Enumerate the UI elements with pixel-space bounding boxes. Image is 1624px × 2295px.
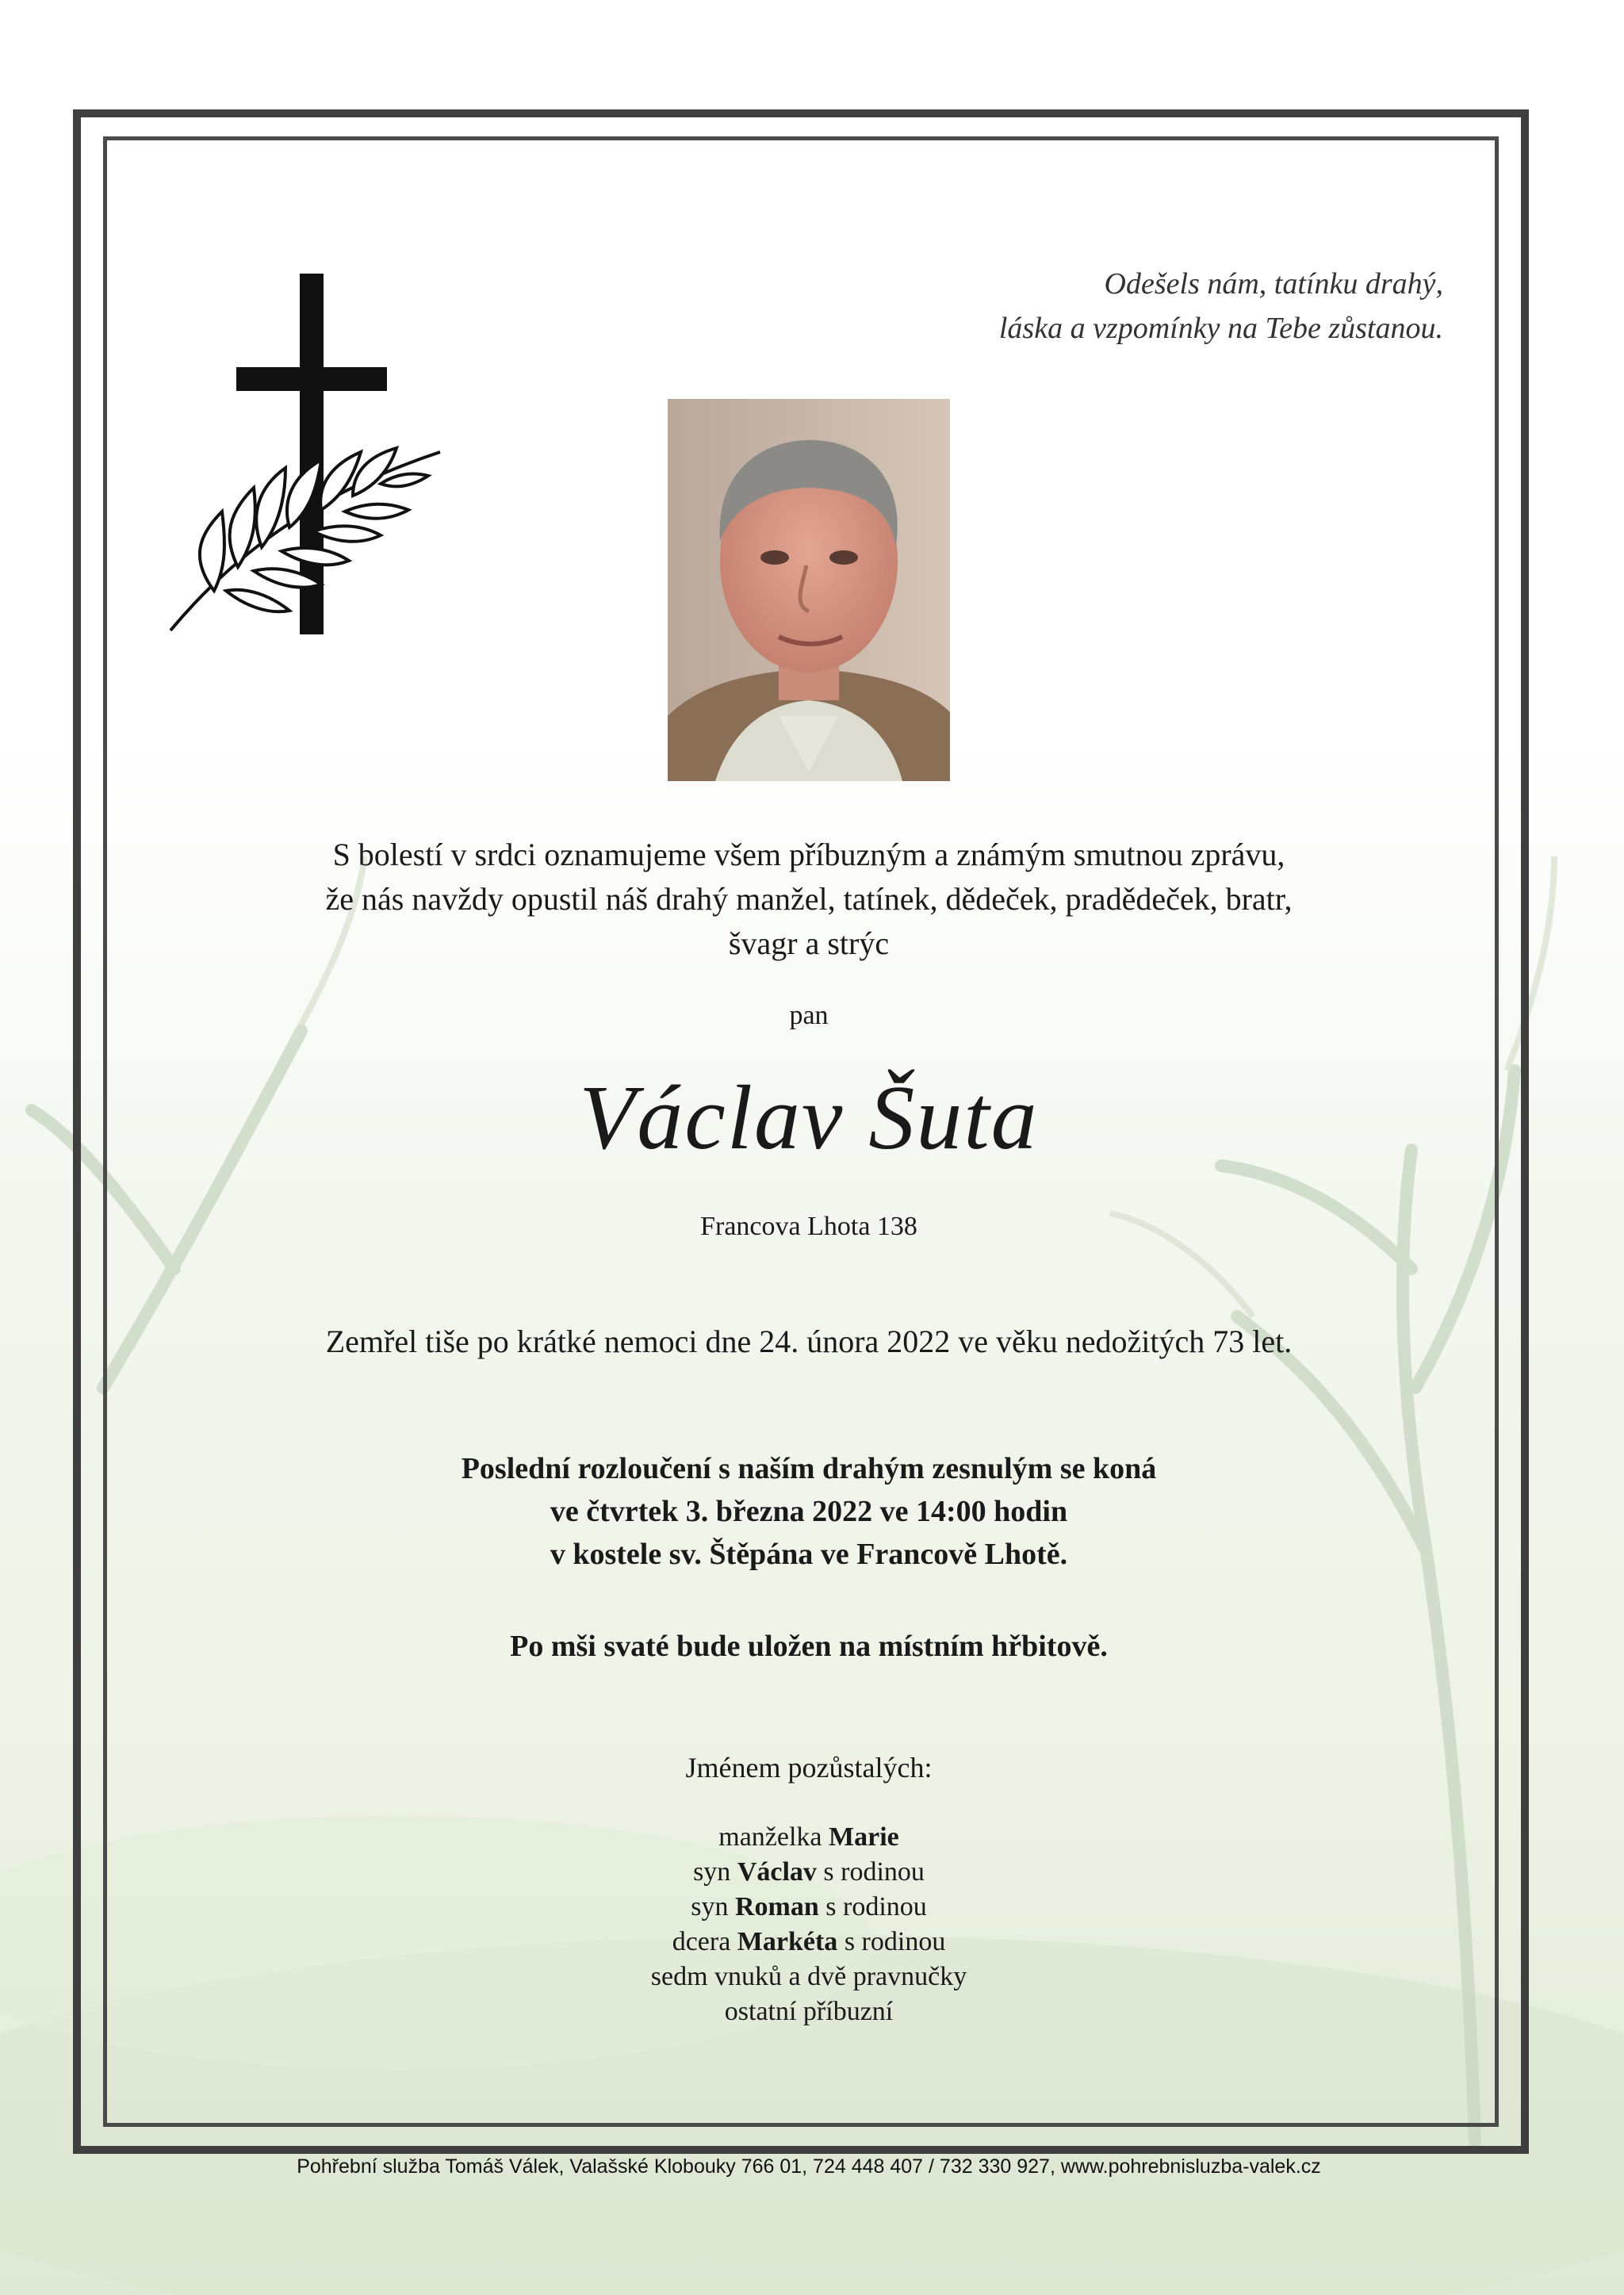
announcement-line: S bolestí v srdci oznamujeme všem příbuzným a známým smutnou zprávu, [332, 837, 1285, 872]
motto-line: Odešels nám, tatínku drahý, [1104, 267, 1443, 301]
family-member: dcera Markéta s rodinou [672, 1927, 946, 1956]
family-member: syn Václav s rodinou [693, 1857, 925, 1887]
funeral-details [143, 1447, 1475, 1576]
funeral-line: Poslední rozloučení s naším drahým zesnulým se koná [461, 1452, 1157, 1485]
burial-notice: Po mši svaté bude uložen na místním hřbitově. [510, 1630, 1108, 1663]
title-word: pan [789, 1001, 829, 1030]
death-notice: Zemřel tiše po krátké nemoci dne 24. února 2022 ve věku nedožitých 73 let. [325, 1324, 1293, 1359]
motto [841, 262, 1443, 351]
deceased-name: Václav Šuta [579, 1067, 1039, 1169]
family-member: sedm vnuků a dvě pravnučky [650, 1962, 967, 1991]
family-member: manželka Marie [718, 1822, 899, 1852]
footer-funeral-service: Pohřební služba Tomáš Válek, Valašské Klobouky 766 01, 724 448 407 / 732 330 927, www.pohrebnisluzba-valek.cz [297, 2155, 1321, 2178]
funeral-line: ve čtvrtek 3. března 2022 ve 14:00 hodin [550, 1495, 1068, 1528]
funeral-line: v kostele sv. Štěpána ve Francově Lhotě. [550, 1538, 1068, 1571]
on-behalf-heading: Jménem pozůstalých: [685, 1752, 933, 1784]
announcement-line: že nás navždy opustil náš drahý manžel, tatínek, dědeček, pradědeček, bratr, [325, 881, 1293, 917]
address: Francova Lhota 138 [700, 1212, 917, 1241]
announcement-line: švagr a strýc [728, 925, 890, 961]
portrait-photo [668, 399, 950, 781]
announcement [143, 833, 1475, 966]
family-member: syn Roman s rodinou [691, 1892, 927, 1921]
motto-line: láska a vzpomínky na Tebe zůstanou. [998, 312, 1443, 345]
cross-with-palm-branch-icon [159, 274, 460, 646]
family-member: ostatní příbuzní [724, 1997, 894, 2026]
family-list [143, 1820, 1475, 2029]
